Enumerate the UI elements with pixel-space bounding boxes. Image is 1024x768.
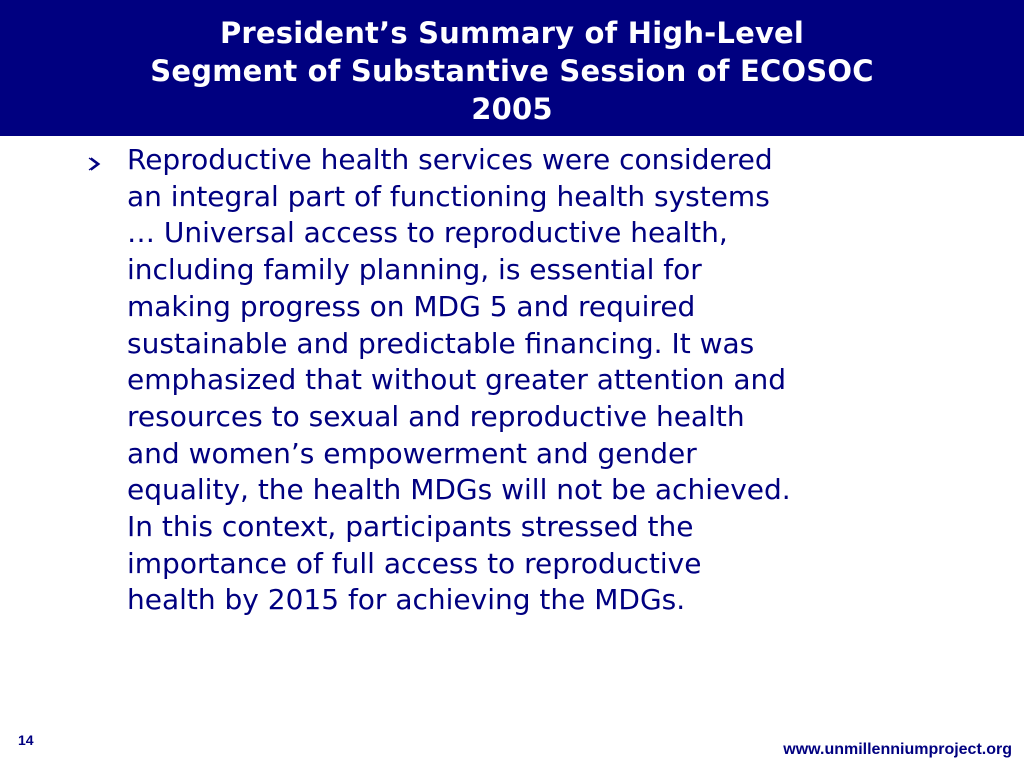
slide-title-line-1: President’s Summary of High-Level (219, 16, 805, 50)
bullet-text-line: resources to sexual and reproductive health (127, 399, 745, 433)
page-number: 14 (18, 732, 34, 748)
bullet-text-line: emphasized that without greater attention and (127, 363, 787, 397)
bullet-text-line: including family planning, is essential for (127, 253, 702, 287)
bullet-text-line: … Universal access to reproductive health, (127, 216, 728, 250)
slide-title-line-2: Segment of Substantive Session of ECOSOC (150, 54, 874, 88)
bullet-text-line: health by 2015 for achieving the MDGs. (127, 583, 686, 617)
bullet-text-line: an integral part of functioning health systems (127, 179, 770, 213)
slide-title (0, 14, 1024, 128)
bullet-text-line: making progress on MDG 5 and required (127, 289, 696, 323)
bullet-text-line: In this context, participants stressed the (127, 510, 694, 544)
bullet-text-line: and women’s empowerment and gender (127, 436, 697, 470)
bullet-text (127, 142, 968, 619)
website-url[interactable]: www.unmillenniumproject.org (783, 741, 1012, 758)
bullet-item (88, 142, 968, 619)
slide-body (88, 142, 968, 619)
bullet-text-line: Reproductive health services were considered (127, 143, 773, 176)
bullet-text-line: equality, the health MDGs will not be achieved. (127, 473, 791, 507)
bullet-text-line: sustainable and predictable financing. It was (127, 326, 755, 360)
bullet-text-line: importance of full access to reproductive (127, 546, 702, 580)
slide-title-line-3: 2005 (471, 92, 553, 126)
arrow-bullet-icon (88, 156, 102, 172)
